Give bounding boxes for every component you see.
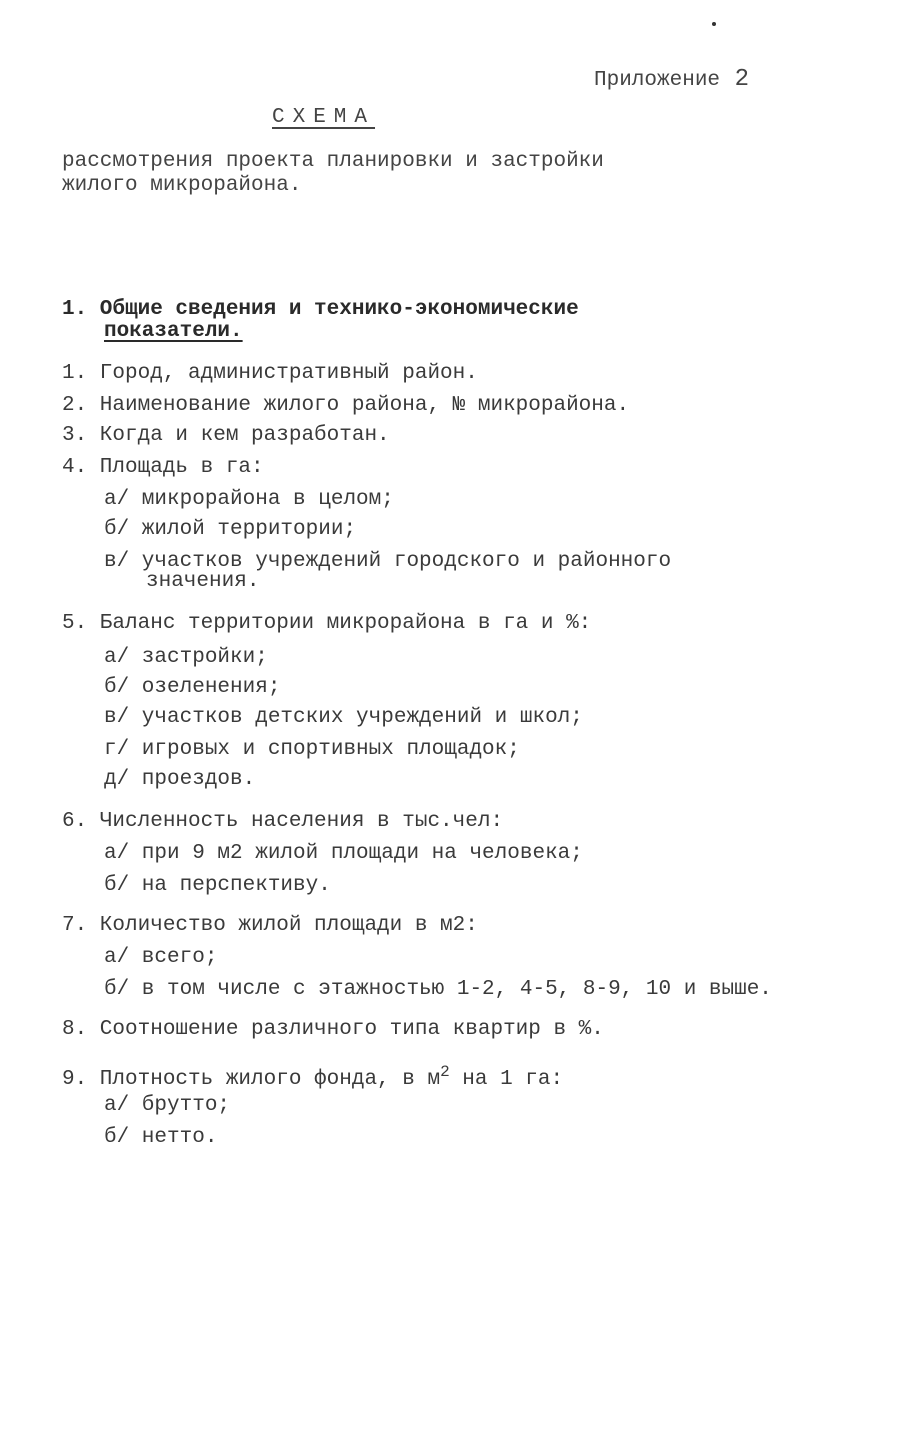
section-heading-line-2: показатели. xyxy=(104,320,243,343)
item-5: 5. Баланс территории микрорайона в га и %: xyxy=(62,612,592,635)
document-title: СХЕМА xyxy=(272,106,376,129)
item-9-text: 9. Плотность жилого фонда, в м xyxy=(62,1068,441,1091)
item-4a: а/ микрорайона в целом; xyxy=(104,488,394,511)
document-subtitle xyxy=(62,150,604,198)
item-3: 3. Когда и кем разработан. xyxy=(62,424,390,447)
item-4c-line-1: в/ участков учреждений городского и районного xyxy=(104,550,672,573)
item-6a: а/ при 9 м2 жилой площади на человека; xyxy=(104,842,583,865)
item-5e: д/ проездов. xyxy=(104,768,256,791)
item-7: 7. Количество жилой площади в м2: xyxy=(62,914,478,937)
ink-dot xyxy=(712,22,716,26)
item-9a: а/ брутто; xyxy=(104,1094,231,1117)
item-9-superscript: 2 xyxy=(440,1063,450,1081)
item-8: 8. Соотношение различного типа квартир в %. xyxy=(62,1018,604,1041)
item-9-text-end: на 1 га: xyxy=(449,1068,564,1091)
subtitle-line-1: рассмотрения проекта планировки и застройки xyxy=(62,150,604,173)
item-4: 4. Площадь в га: xyxy=(62,456,264,479)
section-heading-line-1: 1. Общие сведения и технико-экономические xyxy=(62,298,579,321)
item-2: 2. Наименование жилого района, № микрорайона. xyxy=(62,394,630,417)
item-5c: в/ участков детских учреждений и школ; xyxy=(104,706,583,729)
item-4b: б/ жилой территории; xyxy=(104,518,357,541)
item-4c-line-2: значения. xyxy=(146,570,260,593)
appendix-label-text: Приложение xyxy=(594,69,721,92)
item-6b: б/ на перспективу. xyxy=(104,874,331,897)
subtitle-line-2: жилого микрорайона. xyxy=(62,174,302,197)
appendix-number: 2 xyxy=(734,66,750,93)
item-5d: г/ игровых и спортивных площадок; xyxy=(104,738,520,761)
appendix-label xyxy=(594,66,749,93)
item-5b: б/ озеленения; xyxy=(104,676,281,699)
item-9b: б/ нетто. xyxy=(104,1126,218,1149)
item-1: 1. Город, административный район. xyxy=(62,362,478,385)
item-6: 6. Численность населения в тыс.чел: xyxy=(62,810,504,833)
item-7b: б/ в том числе с этажностью 1-2, 4-5, 8-9, 10 и выше. xyxy=(104,978,772,1001)
item-9 xyxy=(62,1060,563,1092)
item-5a: а/ застройки; xyxy=(104,646,268,669)
item-7a: а/ всего; xyxy=(104,946,218,969)
